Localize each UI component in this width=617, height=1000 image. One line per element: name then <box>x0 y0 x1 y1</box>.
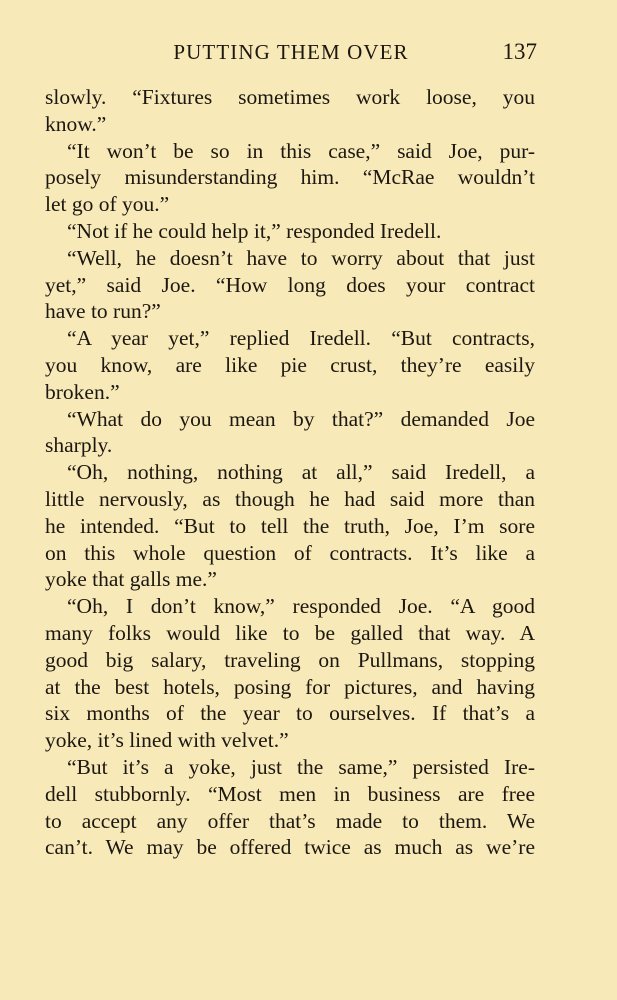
text-line: let go of you.” <box>45 192 170 217</box>
text-line: yoke that galls me.” <box>45 567 217 592</box>
text-line: good big salary, traveling on Pullmans, stopping <box>45 647 535 672</box>
text-line: you know, are like pie crust, they’re easily <box>45 352 535 377</box>
running-head <box>45 38 537 68</box>
text-line: to accept any offer that’s made to them. We <box>45 808 535 833</box>
page-number: 137 <box>502 39 537 64</box>
text-line: “But it’s a yoke, just the same,” persisted Ire- <box>67 754 535 779</box>
text-line: yoke, it’s lined with velvet.” <box>45 728 289 753</box>
text-line: dell stubbornly. “Most men in business are free <box>45 781 535 806</box>
text-line: broken.” <box>45 379 120 404</box>
text-line: “Well, he doesn’t have to worry about that just <box>67 245 535 270</box>
text-line: at the best hotels, posing for pictures, and having <box>45 674 535 699</box>
text-line: “A year yet,” replied Iredell. “But contracts, <box>67 326 535 351</box>
text-line: he intended. “But to tell the truth, Joe, I’m sore <box>45 513 535 538</box>
text-line: have to run?” <box>45 299 161 324</box>
text-line: yet,” said Joe. “How long does your contract <box>45 272 535 297</box>
text-line: know.” <box>45 111 107 136</box>
text-line: sharply. <box>45 433 113 458</box>
text-line: little nervously, as though he had said more than <box>45 486 535 511</box>
text-line: “It won’t be so in this case,” said Joe, pur- <box>67 138 535 163</box>
body-text <box>45 84 535 861</box>
text-line: “What do you mean by that?” demanded Joe <box>67 406 535 431</box>
text-line: many folks would like to be galled that way. A <box>45 620 535 645</box>
text-line: posely misunderstanding him. “McRae wouldn’t <box>45 165 535 190</box>
text-line: slowly. “Fixtures sometimes work loose, you <box>45 85 535 109</box>
text-line: six months of the year to ourselves. If that’s a <box>45 701 535 726</box>
text-line: “Oh, I don’t know,” responded Joe. “A good <box>67 594 535 619</box>
running-title: PUTTING THEM OVER <box>173 40 409 64</box>
text-line: “Not if he could help it,” responded Iredell. <box>67 218 442 243</box>
text-line: “Oh, nothing, nothing at all,” said Iredell, a <box>67 460 535 485</box>
text-line: can’t. We may be offered twice as much as we’re <box>45 835 535 860</box>
text-line: on this whole question of contracts. It’s like a <box>45 540 535 565</box>
